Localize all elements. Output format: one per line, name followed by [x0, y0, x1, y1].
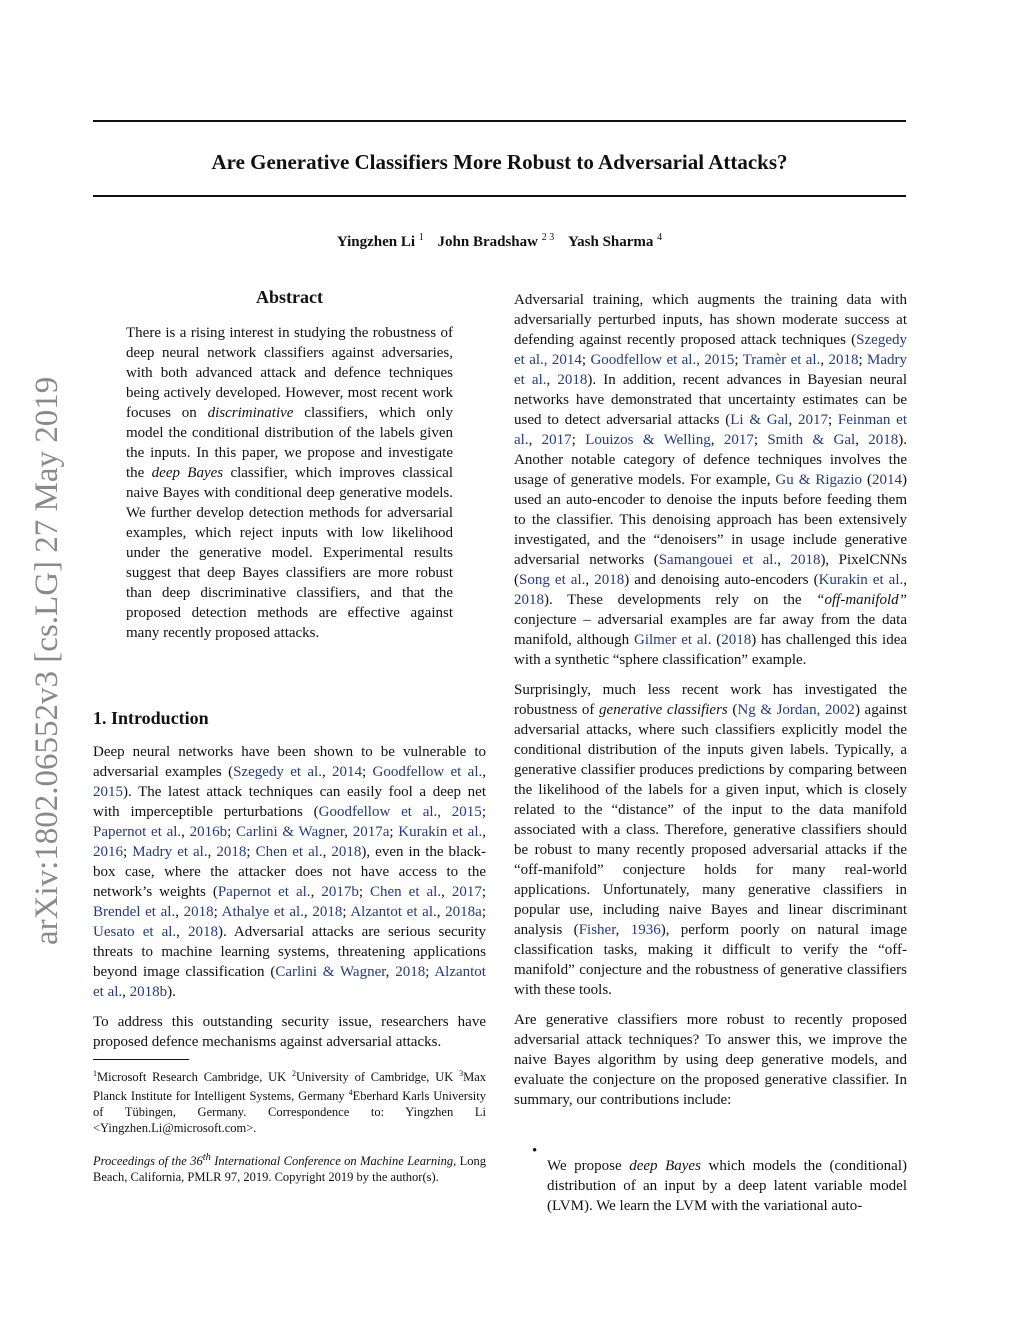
citation-link[interactable]: 2018 — [721, 632, 752, 648]
bullet-text: We propose deep Bayes which models the (conditional) distribution of an input by a deep latent variable model (LVM). We learn the LVM with the variational auto- — [547, 1158, 907, 1214]
citation-link[interactable]: 2018 — [187, 924, 218, 940]
citation-link[interactable]: 2018b — [129, 984, 168, 1000]
author: Yash Sharma $^4$ — [567, 232, 663, 250]
citation-link[interactable]: 2018 — [514, 592, 544, 608]
citation-link[interactable]: 2016b — [189, 824, 228, 840]
bullet-dot-icon: • — [532, 1143, 538, 1159]
citation-link[interactable]: Alzantot et al. — [93, 964, 486, 1000]
citation-link[interactable]: 2018 — [557, 372, 588, 388]
citation-link[interactable]: Goodfellow et al., 2015 — [590, 352, 735, 368]
arxiv-watermark: arXiv:1802.06552v3 [cs.LG] 27 May 2019 — [29, 376, 65, 945]
citation-link[interactable]: Song et al. — [519, 572, 586, 588]
citation-link[interactable]: Tramèr et al. — [742, 352, 821, 368]
citation-link[interactable]: 1936 — [630, 922, 661, 938]
citation-link[interactable]: Madry et al. — [514, 352, 908, 388]
paragraph: Are generative classifiers more robust to recently proposed adversarial attack techniques? To answer this, we improve the naive Bayes algorithm by using deep generative models, and evaluate the conjecture on the proposed generative classifier. In summary, our contributions include: — [514, 1012, 907, 1108]
citation-link[interactable]: Louizos & Welling — [585, 432, 711, 448]
citation-link[interactable]: 2017b — [321, 884, 359, 900]
paragraph: Adversarial training, which augments the training data with adversarially perturbed inputs, has shown moderate success at defending against recently proposed attack techniques (Szegedy et al., 2014; Goodfellow et al., 2015; Tramèr et al., 2018; Madry et al., 2018). In addition, recent advances in Bayesian neural networks have demonstrated that uncertainty estimates can be used to detect adversarial attacks (Li & Gal, 2017; Feinman et al., 2017; Louizos & Welling, 2017; Smith & Gal, 2018). Another notable category of defence techniques involves the usage of generative models. For example, Gu & Rigazio (2014) used an auto-encoder to denoise the inputs before feeding them to the classifier. This denoising approach has been extensively investigated, and the “denoisers” in usage include generative adversarial networks (Samangouei et al., 2018), PixelCNNs (Song et al., 2018) and denoising auto-encoders (Kurakin et al., 2018). These developments rely on the “off-manifold” conjecture – adversarial examples are far away from the data manifold, although Gilmer et al. (2018) has challenged this idea with a synthetic “sphere classification” example. — [514, 292, 908, 668]
citation-link[interactable]: 2018 — [395, 964, 426, 980]
citation-link[interactable]: 2018 — [868, 432, 899, 448]
citation-link[interactable]: 2017 — [797, 412, 828, 428]
citation-link[interactable]: Chen et al. — [370, 884, 442, 900]
author-list — [93, 232, 906, 251]
citation-link[interactable]: Smith & Gal — [767, 432, 856, 448]
citation-link[interactable]: Carlini & Wagner — [236, 824, 345, 840]
citation-link[interactable]: 2015 — [93, 784, 123, 800]
citation-link[interactable]: Szegedy et al. — [233, 764, 322, 780]
section-heading: 1. Introduction — [93, 708, 209, 728]
citation-link[interactable]: Alzantot et al. — [350, 904, 437, 920]
abstract-body: There is a rising interest in studying the robustness of deep neural network classifiers against adversaries, with both advanced attack and defence techniques being actively developed. However, most recent work focuses on discriminative classifiers, which only model the conditional distribution of the labels given the inputs. In this paper, we propose and investigate the deep Bayes classifier, which improves classical naive Bayes with conditional deep generative models. We further develop detection methods for adversarial examples, which reject inputs with low likelihood under the generative model. Experimental results suggest that deep Bayes classifiers are more robust than deep discriminative classifiers, and that the proposed detection methods are effective against many recently proposed attacks. — [126, 325, 453, 641]
author: John Bradshaw $^{2 3}$ — [437, 232, 555, 250]
citation-link[interactable]: Kurakin et al. — [398, 824, 483, 840]
citation-link[interactable]: Szegedy et al., 2014 — [514, 332, 907, 368]
citation-link[interactable]: Gu & Rigazio — [775, 472, 863, 488]
citation-link[interactable]: 2017 — [723, 432, 754, 448]
citation-link[interactable]: Kurakin et al. — [818, 572, 904, 588]
right-column-body — [514, 290, 907, 1110]
citation-link[interactable]: 2018 — [828, 352, 859, 368]
citation-link[interactable]: Brendel et al. — [93, 904, 176, 920]
citation-link[interactable]: Goodfellow et al., 2015 — [318, 804, 482, 820]
citation-link[interactable]: Uesato et al. — [93, 924, 177, 940]
citation-link[interactable]: Athalye et al. — [221, 904, 304, 920]
citation-link[interactable]: Madry et al. — [132, 844, 208, 860]
citation-link[interactable]: 2018 — [331, 844, 362, 860]
citation-link[interactable]: 2018a — [445, 904, 482, 920]
proceedings-note: Proceedings of the 36th International Conference on Machine Learning, Long Beach, California, PMLR 97, 2019. Copyright 2019 by the author(s). — [93, 1152, 486, 1185]
paragraph: Deep neural networks have been shown to be vulnerable to adversarial examples (Szegedy et al., 2014; Goodfellow et al., 2015). The latest attack techniques can easily fool a deep net with imperceptible perturbations (Goodfellow et al., 2015; Papernot et al., 2016b; Carlini & Wagner, 2017a; Kurakin et al., 2016; Madry et al., 2018; Chen et al., 2018), even in the black-box case, where the attacker does not have access to the network’s weights (Papernot et al., 2017b; Chen et al., 2017; Brendel et al., 2018; Athalye et al., 2018; Alzantot et al., 2018a; Uesato et al., 2018). Adversarial attacks are serious security threats to machine learning systems, threatening applications beyond image classification (Carlini & Wagner, 2018; Alzantot et al., 2018b). — [93, 744, 487, 1000]
contribution-bullet — [514, 1141, 907, 1231]
paragraph: Surprisingly, much less recent work has investigated the robustness of generative classifiers (Ng & Jordan, 2002) against adversarial attacks, where such classifiers explicitly model the conditional distribution of the inputs given labels. Typically, a generative classifier produces predictions by comparing between the likelihood of the labels for a given input, which is closely related to the “distance” of the input to the data manifold associated with a class. Therefore, generative classifiers should be robust to many recently proposed adversarial attacks if the “off-manifold” conjecture holds for many real-world applications. Unfortunately, many generative classifiers in popular use, including naive Bayes and linear discriminant analysis (Fisher, 1936), perform poorly on natural image classification tasks, making it difficult to verify the “off-manifold” conjecture and the robustness of generative classifiers with these tools. — [514, 682, 908, 998]
citation-link[interactable]: 2017 — [451, 884, 482, 900]
citation-link[interactable]: Goodfellow et al. — [372, 764, 483, 780]
title-top-rule — [93, 120, 906, 122]
citation-link[interactable]: 2018 — [183, 904, 214, 920]
abstract-heading: Abstract — [256, 287, 323, 307]
citation-link[interactable]: Fisher — [578, 922, 616, 938]
citation-link[interactable]: 2014 — [872, 472, 902, 488]
citation-link[interactable]: 2016 — [93, 844, 123, 860]
footnote-rule — [93, 1059, 189, 1060]
citation-link[interactable]: 2018 — [312, 904, 343, 920]
intro-body — [93, 742, 486, 1052]
citation-link[interactable]: 2017a — [352, 824, 390, 840]
citation-link[interactable]: 2017 — [541, 432, 572, 448]
citation-link[interactable]: 2018 — [790, 552, 821, 568]
citation-link[interactable]: Papernot et al. — [217, 884, 311, 900]
citation-link[interactable]: 2018 — [216, 844, 247, 860]
paper-title: Are Generative Classifiers More Robust to Adversarial Attacks? — [211, 150, 788, 174]
citation-link[interactable]: Carlini & Wagner — [275, 964, 386, 980]
paragraph: To address this outstanding security issue, researchers have proposed defence mechanisms against adversarial attacks. — [93, 1014, 486, 1050]
title-bottom-rule — [93, 195, 906, 197]
citation-link[interactable]: Chen et al. — [255, 844, 323, 860]
affiliation-footnote: $^1$Microsoft Research Cambridge, UK $^2$University of Cambridge, UK $^3$Max Planck Institute for Intelligent Systems, Germany $^4$Eberhard Karls University of Tübingen, Germany. Correspondence to: Yingzhen Li <Yingzhen.Li@microsoft.com>. — [93, 1069, 487, 1136]
citation-link[interactable]: 2018 — [594, 572, 625, 588]
citation-link[interactable]: Papernot et al. — [93, 824, 182, 840]
citation-link[interactable]: Ng & Jordan, 2002 — [737, 702, 855, 718]
author: Yingzhen Li $^1$ — [336, 232, 424, 250]
citation-link[interactable]: Gilmer et al. — [633, 632, 712, 648]
citation-link[interactable]: 2014 — [332, 764, 363, 780]
citation-link[interactable]: Samangouei et al. — [658, 552, 778, 568]
citation-link[interactable]: Feinman et al. — [514, 412, 908, 448]
citation-link[interactable]: Li & Gal — [730, 412, 789, 428]
